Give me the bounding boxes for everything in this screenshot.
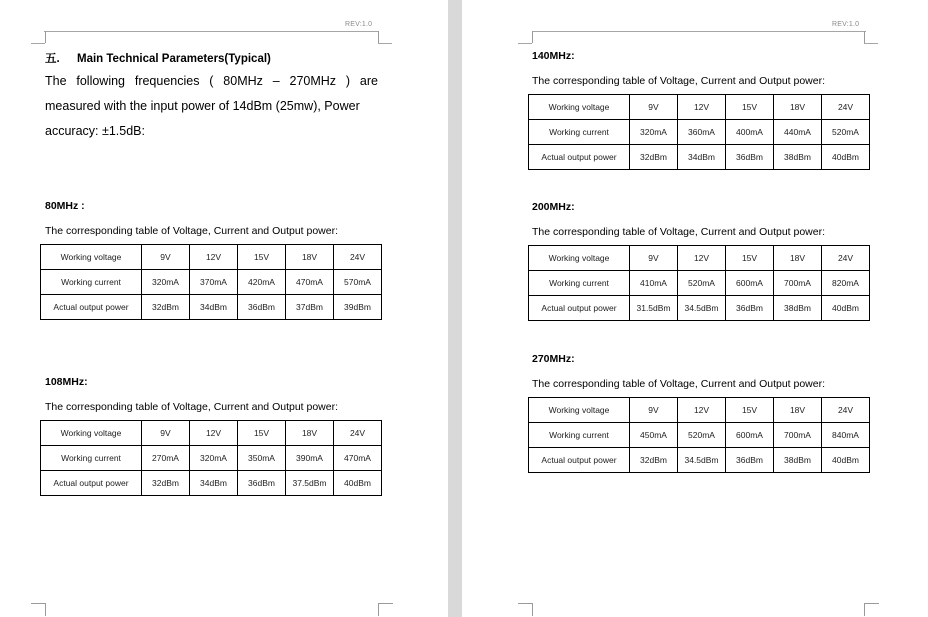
crop-mark-bottom-left [518, 603, 533, 616]
table-cell: 37dBm [286, 295, 334, 320]
section-title-140mhz: 140MHz: [532, 50, 575, 62]
table-cell: 32dBm [142, 471, 190, 496]
section-title-200mhz: 200MHz: [532, 201, 575, 213]
table-cell: 24V [334, 421, 382, 446]
table-row [529, 95, 870, 120]
table-cell: 37.5dBm [286, 471, 334, 496]
table-cell: 840mA [822, 423, 870, 448]
table-row [529, 120, 870, 145]
table-cell: 370mA [190, 270, 238, 295]
header-rule [44, 31, 378, 32]
header-rule [532, 31, 866, 32]
table-row [529, 448, 870, 473]
table-cell: 15V [238, 421, 286, 446]
table-cell: 700mA [774, 271, 822, 296]
table-row [41, 446, 382, 471]
table-cell: 600mA [726, 423, 774, 448]
table-cell: 38dBm [774, 296, 822, 321]
row-header-cell: Actual output power [529, 145, 630, 170]
revision-label: REV:1.0 [345, 21, 373, 28]
table-cell: 12V [190, 421, 238, 446]
table-cell: 24V [822, 246, 870, 271]
revision-label: REV:1.0 [832, 21, 860, 28]
crop-mark-top-left [518, 31, 533, 43]
table-row [529, 271, 870, 296]
table-cell: 600mA [726, 271, 774, 296]
row-header-cell: Actual output power [529, 296, 630, 321]
table-cell: 320mA [142, 270, 190, 295]
table-cell: 40dBm [822, 448, 870, 473]
table-cell: 36dBm [726, 296, 774, 321]
table-cell: 470mA [334, 446, 382, 471]
table-cell: 36dBm [726, 448, 774, 473]
spec-table-200mhz [528, 245, 870, 321]
spec-table-140mhz [528, 94, 870, 170]
table-cell: 570mA [334, 270, 382, 295]
row-header-cell: Working current [41, 446, 142, 471]
table-cell: 18V [774, 398, 822, 423]
table-cell: 36dBm [238, 295, 286, 320]
row-header-cell: Working current [529, 120, 630, 145]
header-rule-stub [518, 43, 532, 44]
table-cell: 410mA [630, 271, 678, 296]
table-cell: 34dBm [190, 295, 238, 320]
table-cell: 700mA [774, 423, 822, 448]
spec-table-108mhz [40, 420, 382, 496]
table-cell: 320mA [190, 446, 238, 471]
table-cell: 12V [678, 398, 726, 423]
table-cell: 9V [142, 421, 190, 446]
table-cell: 320mA [630, 120, 678, 145]
crop-mark-bottom-right [864, 603, 879, 616]
intro-line-3: accuracy: ±1.5dB: [45, 124, 145, 138]
table-cell: 9V [630, 246, 678, 271]
table-row [529, 398, 870, 423]
table-caption: The corresponding table of Voltage, Current and Output power: [45, 401, 339, 413]
table-cell: 24V [822, 95, 870, 120]
table-cell: 32dBm [630, 145, 678, 170]
table-cell: 15V [726, 246, 774, 271]
row-header-cell: Working voltage [529, 95, 630, 120]
table-cell: 9V [630, 398, 678, 423]
crop-mark-top-right [864, 31, 879, 43]
table-cell: 440mA [774, 120, 822, 145]
left-page [0, 0, 448, 617]
row-header-cell: Working voltage [529, 398, 630, 423]
table-cell: 40dBm [822, 296, 870, 321]
table-cell: 18V [774, 95, 822, 120]
row-header-cell: Working voltage [529, 246, 630, 271]
right-page [462, 0, 928, 617]
table-cell: 34.5dBm [678, 296, 726, 321]
row-header-cell: Actual output power [529, 448, 630, 473]
table-row [529, 423, 870, 448]
table-cell: 9V [630, 95, 678, 120]
section-title-270mhz: 270MHz: [532, 353, 575, 365]
table-cell: 38dBm [774, 145, 822, 170]
table-cell: 40dBm [822, 145, 870, 170]
table-caption: The corresponding table of Voltage, Current and Output power: [532, 378, 826, 390]
table-caption: The corresponding table of Voltage, Current and Output power: [532, 75, 826, 87]
header-rule-stub [378, 43, 392, 44]
table-caption: The corresponding table of Voltage, Current and Output power: [532, 226, 826, 238]
table-cell: 420mA [238, 270, 286, 295]
table-cell: 36dBm [238, 471, 286, 496]
table-cell: 520mA [678, 423, 726, 448]
spec-table-80mhz [40, 244, 382, 320]
header-rule-stub [31, 43, 45, 44]
table-cell: 450mA [630, 423, 678, 448]
table-cell: 350mA [238, 446, 286, 471]
section-heading [45, 50, 271, 66]
row-header-cell: Working current [529, 271, 630, 296]
table-cell: 34dBm [190, 471, 238, 496]
intro-paragraph [45, 69, 378, 144]
section-title-80mhz: 80MHz : [45, 200, 85, 212]
table-row [41, 421, 382, 446]
table-cell: 24V [822, 398, 870, 423]
table-cell: 38dBm [774, 448, 822, 473]
table-cell: 31.5dBm [630, 296, 678, 321]
table-cell: 15V [238, 245, 286, 270]
table-cell: 270mA [142, 446, 190, 471]
row-header-cell: Working voltage [41, 245, 142, 270]
table-cell: 36dBm [726, 145, 774, 170]
table-cell: 32dBm [630, 448, 678, 473]
section-title-108mhz: 108MHz: [45, 376, 88, 388]
table-row [41, 295, 382, 320]
table-cell: 39dBm [334, 295, 382, 320]
table-cell: 520mA [678, 271, 726, 296]
table-row [529, 145, 870, 170]
spec-table-270mhz [528, 397, 870, 473]
table-cell: 820mA [822, 271, 870, 296]
table-cell: 18V [774, 246, 822, 271]
table-cell: 15V [726, 95, 774, 120]
page-gutter [448, 0, 462, 617]
intro-line-1: The following frequencies ( 80MHz – 270MHz ) are [45, 74, 378, 88]
row-header-cell: Working current [529, 423, 630, 448]
table-cell: 12V [190, 245, 238, 270]
table-row [41, 245, 382, 270]
crop-mark-top-left [31, 31, 46, 43]
heading-text: Main Technical Parameters(Typical) [77, 53, 271, 65]
table-row [41, 270, 382, 295]
table-cell: 32dBm [142, 295, 190, 320]
row-header-cell: Actual output power [41, 295, 142, 320]
table-cell: 390mA [286, 446, 334, 471]
header-rule-stub [864, 43, 878, 44]
crop-mark-top-right [378, 31, 393, 43]
table-cell: 40dBm [334, 471, 382, 496]
table-row [41, 471, 382, 496]
table-cell: 24V [334, 245, 382, 270]
table-cell: 18V [286, 421, 334, 446]
table-cell: 360mA [678, 120, 726, 145]
table-cell: 34dBm [678, 145, 726, 170]
table-cell: 470mA [286, 270, 334, 295]
intro-line-2: measured with the input power of 14dBm (25mw), Power [45, 99, 360, 113]
table-cell: 18V [286, 245, 334, 270]
table-row [529, 296, 870, 321]
table-cell: 12V [678, 246, 726, 271]
row-header-cell: Working current [41, 270, 142, 295]
heading-number: 五. [45, 53, 60, 65]
row-header-cell: Working voltage [41, 421, 142, 446]
table-cell: 520mA [822, 120, 870, 145]
table-cell: 12V [678, 95, 726, 120]
table-row [529, 246, 870, 271]
table-cell: 9V [142, 245, 190, 270]
table-cell: 34.5dBm [678, 448, 726, 473]
table-cell: 400mA [726, 120, 774, 145]
crop-mark-bottom-right [378, 603, 393, 616]
crop-mark-bottom-left [31, 603, 46, 616]
table-caption: The corresponding table of Voltage, Current and Output power: [45, 225, 339, 237]
row-header-cell: Actual output power [41, 471, 142, 496]
table-cell: 15V [726, 398, 774, 423]
